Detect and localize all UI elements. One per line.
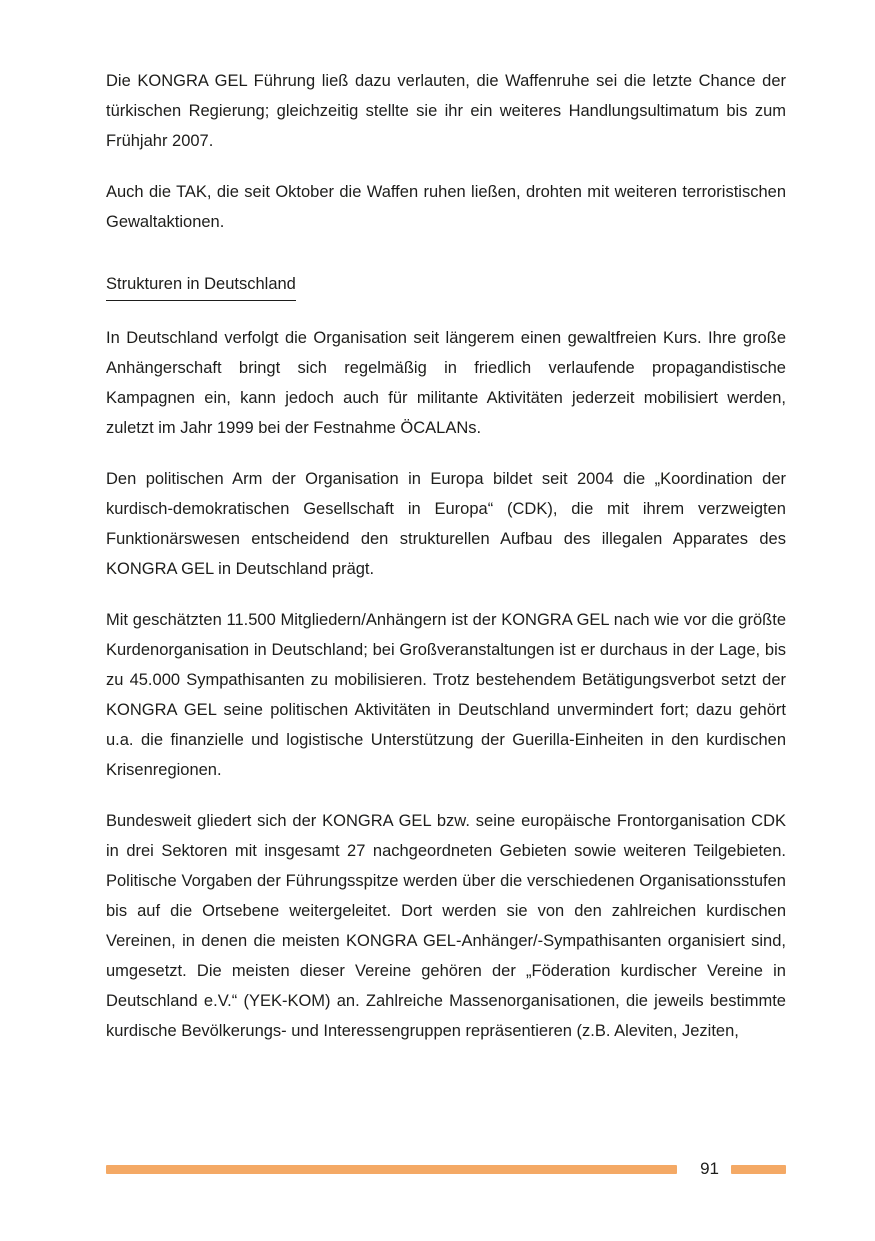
section-heading xyxy=(106,269,786,301)
page-footer xyxy=(106,1159,786,1179)
page-content xyxy=(106,66,786,1067)
paragraph: Die KONGRA GEL Führung ließ dazu verlauten, die Waffenruhe sei die letzte Chance der türkischen Regierung; gleichzeitig stellte sie ihr ein weiteres Handlungsultimatum bis zum Frühjahr 2007. xyxy=(106,72,786,150)
paragraph: Den politischen Arm der Organisation in Europa bildet seit 2004 die „Koordination der kurdisch-demokratischen Gesellschaft in Europa“ (CDK), die mit ihrem verzweigten Funktionärswesen entscheidend den strukturellen Aufbau des illegalen Apparates des KONGRA GEL in Deutschland prägt. xyxy=(106,470,786,578)
footer-rule-right xyxy=(731,1165,786,1174)
paragraph: Mit geschätzten 11.500 Mitgliedern/Anhängern ist der KONGRA GEL nach wie vor die größte Kurdenorganisation in Deutschland; bei Großveranstaltungen ist er durchaus in der Lage, bis zu 45.000 Sympathisanten zu mobilisieren. Trotz bestehendem Betätigungsverbot setzt der KONGRA GEL seine politischen Aktivitäten in Deutschland unvermindert fort; dazu gehört u.a. die finanzielle und logistische Unterstützung der Guerilla-Einheiten in den kurdischen Krisenregionen. xyxy=(106,611,786,779)
footer-rule-left xyxy=(106,1165,677,1174)
paragraph: Auch die TAK, die seit Oktober die Waffen ruhen ließen, drohten mit weiteren terroristischen Gewaltaktionen. xyxy=(106,183,786,231)
paragraph: In Deutschland verfolgt die Organisation seit längerem einen gewaltfreien Kurs. Ihre große Anhängerschaft bringt sich regelmäßig in friedlich verlaufende propagandistische Kampagnen ein, kann jedoch auch für militante Aktivitäten jederzeit mobilisiert werden, zuletzt im Jahr 1999 bei der Festnahme ÖCALANs. xyxy=(106,329,786,437)
section-heading-text: Strukturen in Deutschland xyxy=(106,269,296,301)
paragraph: Bundesweit gliedert sich der KONGRA GEL bzw. seine europäische Frontorganisation CDK in drei Sektoren mit insgesamt 27 nachgeordneten Gebieten sowie weiteren Teilgebieten. Politische Vorgaben der Führungsspitze werden über die verschiedenen Organisationsstufen bis auf die Ortsebene weitergeleitet. Dort werden sie von den zahlreichen kurdischen Vereinen, in denen die meisten KONGRA GEL-Anhänger/-Sympathisanten organisiert sind, umgesetzt. Die meisten dieser Vereine gehören der „Föderation kurdischer Vereine in Deutschland e.V.“ (YEK-KOM) an. Zahlreiche Massenorganisationen, die jeweils bestimmte kurdische Bevölkerungs- und Interessengruppen repräsentieren (z.B. Aleviten, Jeziten, xyxy=(106,812,786,1040)
page-number: 91 xyxy=(700,1159,719,1178)
